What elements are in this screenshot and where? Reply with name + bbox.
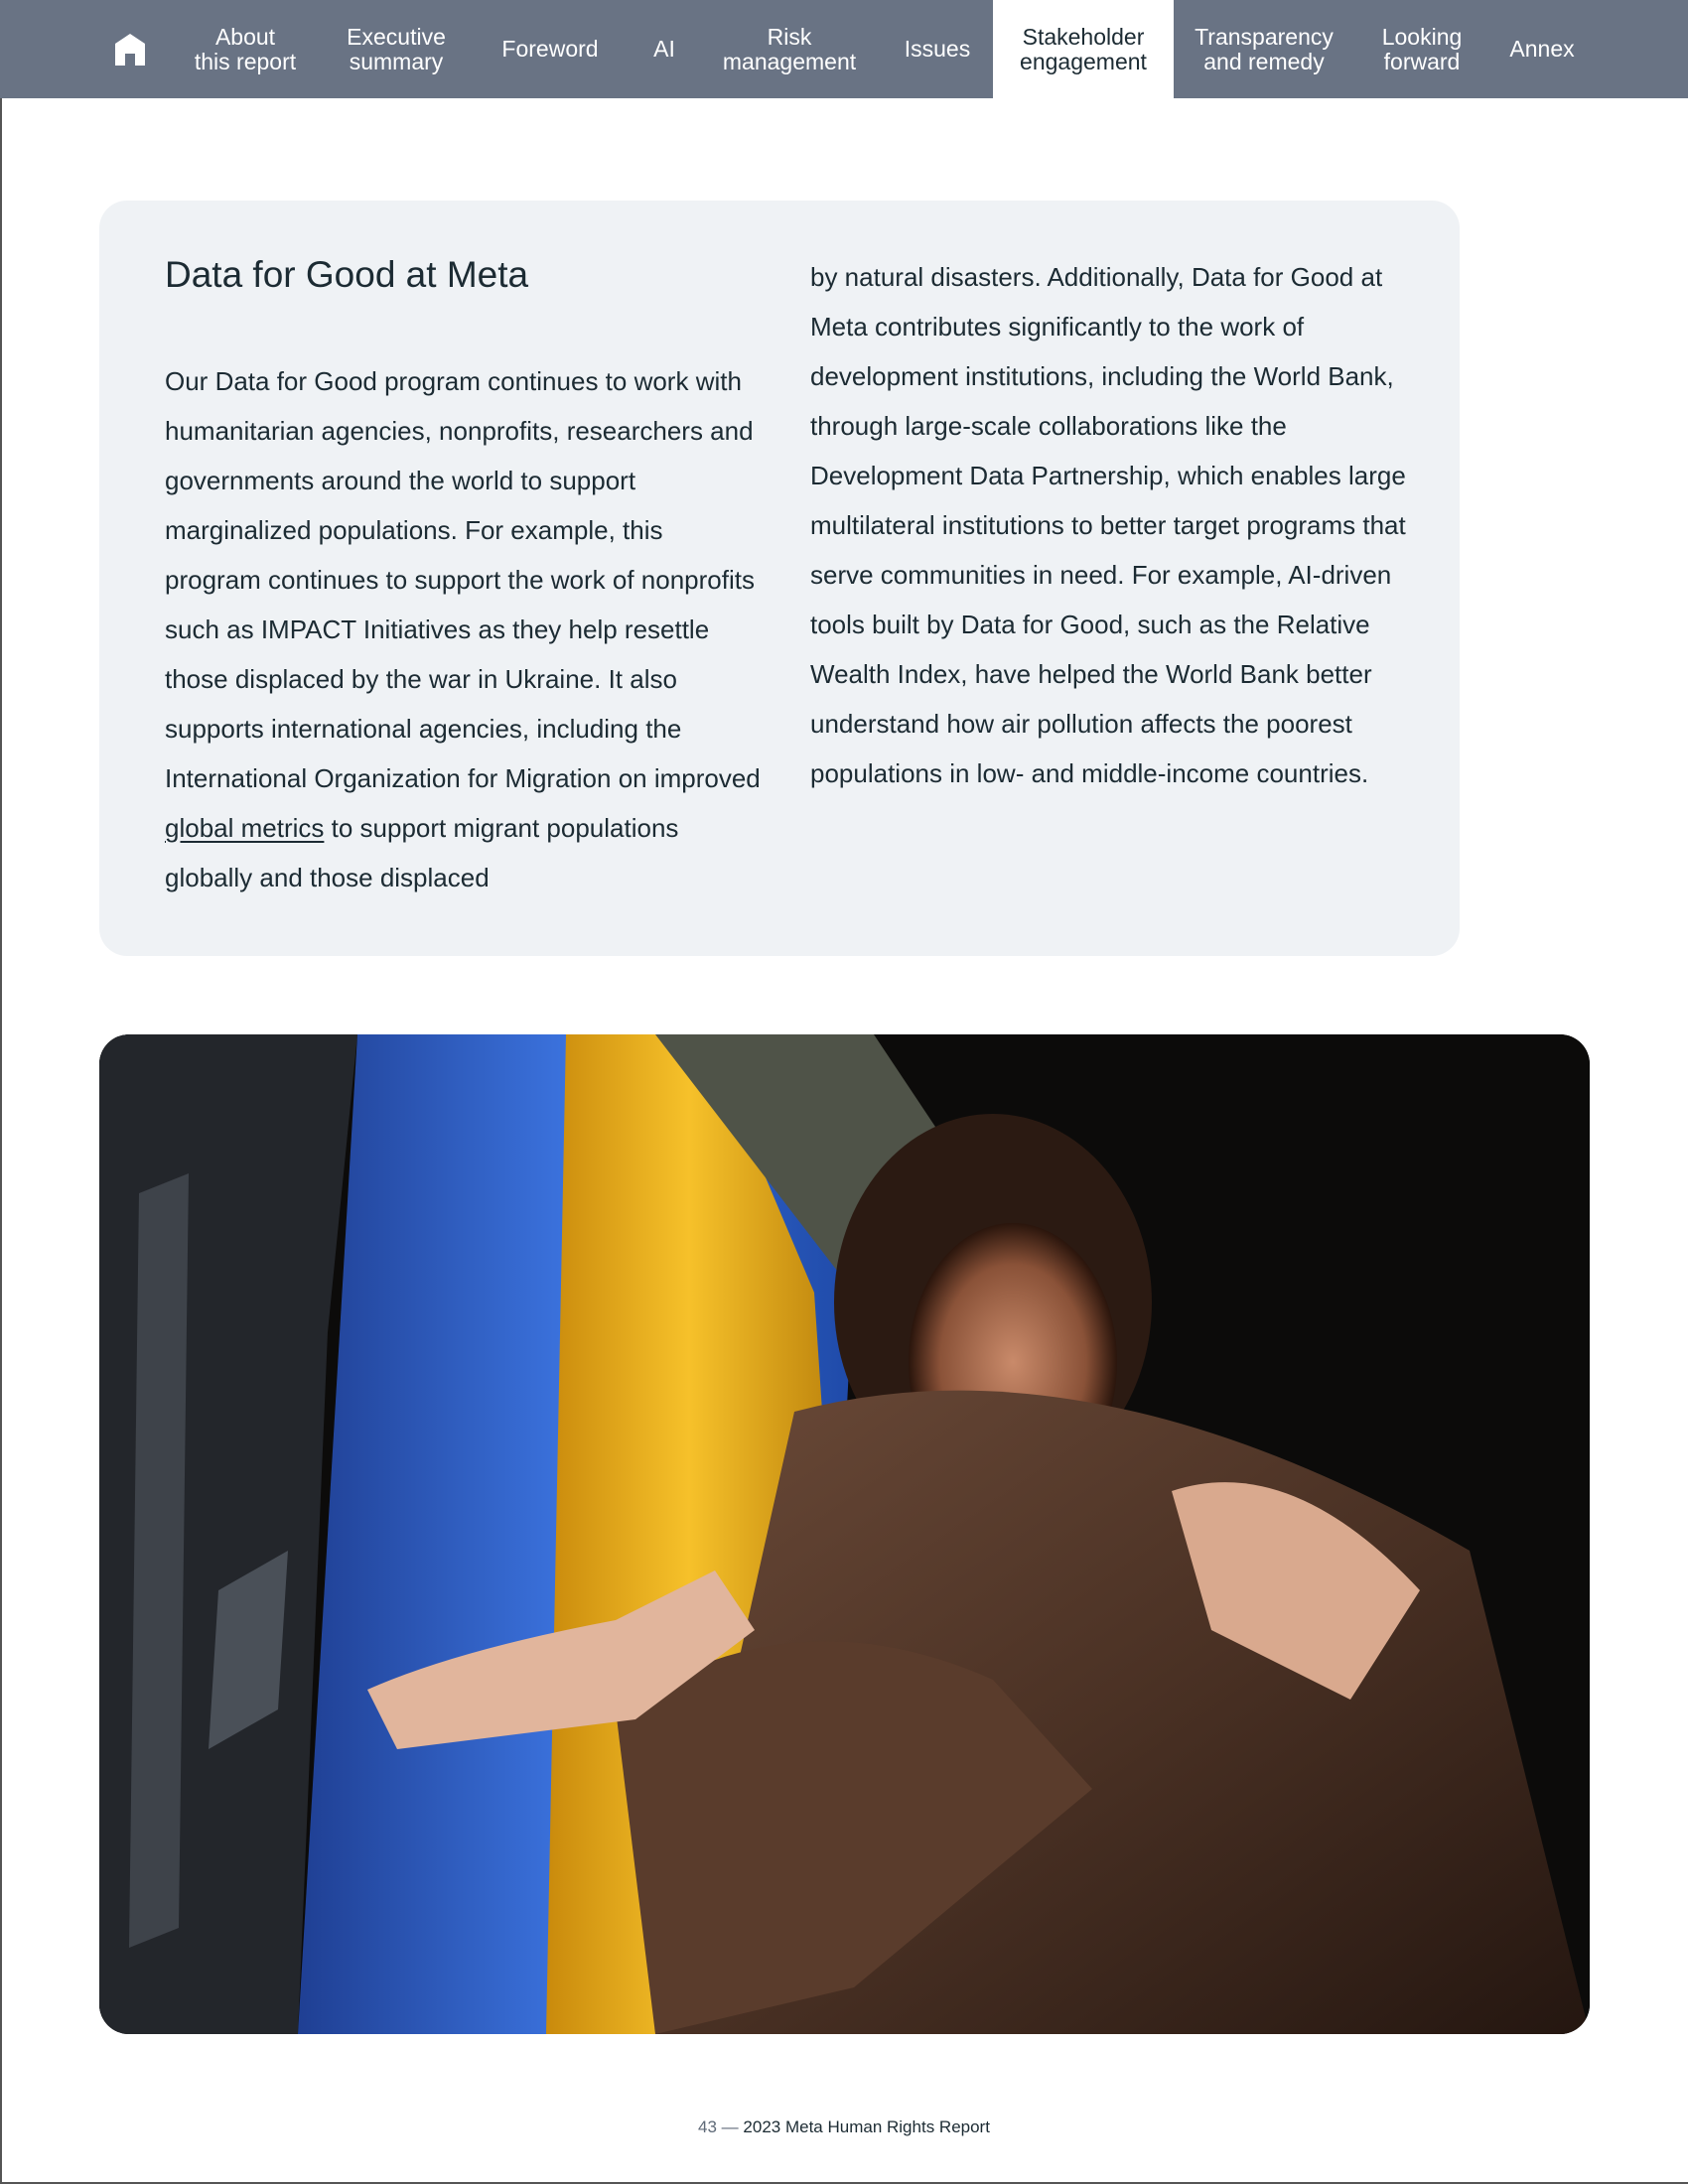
callout-left-column [165,356,761,902]
left-text-before-link: Our Data for Good program continues to work with humanitarian agencies, nonprofits, researchers and governments around the world to support marginalized populations. For example, this program continues to support the work of nonprofits such as IMPACT Initiatives as they help resettle those displaced by the war in Ukraine. It also supports international agencies, including the International Organization for Migration on improved [165,366,761,793]
nav-risk-management[interactable]: Risk management [722,23,857,74]
callout-title: Data for Good at Meta [165,254,529,295]
photo-illustration [99,1034,1590,2034]
nav-foreword[interactable]: Foreword [501,36,599,62]
report-title: 2023 Meta Human Rights Report [743,2117,990,2136]
nav-transparency-and-remedy[interactable]: Transparency and remedy [1195,23,1334,74]
global-metrics-link[interactable]: global metrics [165,813,325,843]
nav-executive-summary[interactable]: Executive summary [347,23,446,74]
data-for-good-callout [99,201,1460,956]
nav-about-this-report[interactable]: About this report [194,23,297,74]
nav-annex[interactable]: Annex [1509,36,1575,62]
page-footer [0,2117,1688,2137]
home-icon[interactable] [113,32,147,68]
nav-looking-forward[interactable]: Looking forward [1381,23,1463,74]
nav-stakeholder-engagement[interactable]: Stakeholder engagement [993,0,1174,98]
page-number: 43 — [698,2117,739,2136]
top-navigation [0,0,1688,98]
callout-right-column: by natural disasters. Additionally, Data for Good at Meta contributes significantly to the work of development institutions, including the World Bank, through large-scale collaborations like the Development Data Partnership, which enables large multilateral institutions to better target programs that serve communities in need. For example, AI-driven tools built by Data for Good, such as the Relative Wealth Index, have helped the World Bank better understand how air pollution affects the poorest populations in low- and middle-income countries. [810,262,1406,788]
left-text-after-link: to support migrant populations globally and those displaced [165,813,679,892]
photo-embrace-ukraine-flag [99,1034,1590,2034]
nav-issues[interactable]: Issues [904,36,971,62]
nav-ai[interactable]: AI [653,36,675,62]
